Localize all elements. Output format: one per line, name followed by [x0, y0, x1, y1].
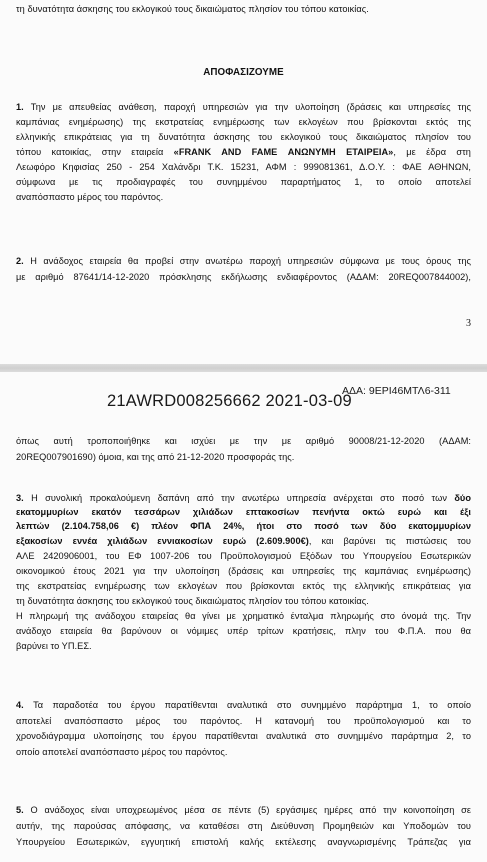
continuation-line: 20REQ007901690) όμοια, και της από 21-12-2020 προσφοράς της. — [16, 452, 295, 462]
paragraph-3-line — [16, 493, 471, 504]
paragraph-3-line: ΑΛΕ 2420906001, του ΕΦ 1007-206 του Προϋπολογισμού Εξόδων του Υπουργείου Εσωτερικών — [16, 551, 471, 561]
text: Την με απευθείας ανάθεση, παροχή υπηρεσιών για την υλοποίηση (δράσεις και υπηρεσίες της — [30, 102, 471, 112]
text: Η συνολική προκαλούμενη δαπάνη από την ανωτέρω υπηρεσία ανέρχεται στο ποσό των — [31, 493, 455, 503]
paragraph-4-line — [16, 700, 471, 711]
paragraph-4-line: χρονοδιάγραμμα υλοποίησης του έργου παρατίθενται αναλυτικά στο συνημμένο παράρτημα 2, το — [16, 731, 471, 741]
paragraph-number: 5. — [16, 805, 24, 815]
paragraph-number: 1. — [16, 102, 24, 112]
document-code-date: 21AWRD008256662 2021-03-09 — [107, 392, 352, 410]
paragraph-1-line: καμπάνιας ενημέρωσης) της εκστρατείας ενημέρωσης των εκλογέων που βρίσκονται εκτός της — [16, 117, 471, 127]
paragraph-3-line: εκατομμυρίων εκατόν τεσσάρων χιλιάδων επτακοσίων πενήντα οκτώ ευρώ και έξι — [16, 507, 471, 517]
paragraph-2-line — [16, 256, 471, 267]
paragraph-1-line — [16, 147, 471, 158]
paragraph-number: 2. — [16, 256, 24, 266]
paragraph-5-line: Υπουργείου Εσωτερικών, εγγυητική επιστολή καλής εκτέλεσης αναγνωρισμένης Τράπεζας για — [16, 837, 471, 847]
paragraph-3-line: της εκστρατείας ενημέρωσης των εκλογέων που βρίσκονται εκτός της ελληνικής επικράτειας για — [16, 581, 471, 591]
paragraph-3-line: ανάδοχο εταιρεία θα βαρύνουν οι νόμιμες υπέρ τρίτων κρατήσεις, πλην του Φ.Π.Α. που θα — [16, 626, 471, 636]
text: Η ανάδοχος εταιρεία θα προβεί στην ανωτέρω παροχή υπηρεσιών σύμφωνα με τους όρους της — [30, 256, 471, 266]
paragraph-5-line: αυτήν, της παρούσας απόφασης, να καταθέσει στη Διεύθυνση Προμηθειών και Υποδομών του — [16, 821, 471, 831]
paragraph-3-line: οικονομικού έτους 2021 για την υλοποίηση (δράσεις και υπηρεσίες της καμπάνιας ενημέρωσης) — [16, 566, 471, 576]
paragraph-number: 4. — [16, 700, 24, 710]
paragraph-3-line: Η πληρωμή της ανάδοχου εταιρείας θα γίνει με χρηματικό ένταλμα πληρωμής στο όνομά της. Την — [16, 611, 471, 621]
paragraph-number: 3. — [16, 493, 24, 503]
paragraph-3-line: τη δυνατότητα άσκησης του εκλογικού τους δικαιώματος πλησίον του τόπου κατοικίας. — [16, 596, 369, 606]
paragraph-1-line: ελληνικής επικράτειας για τη δυνατότητα άσκησης του εκλογικού τους δικαιώματος πλησίον του — [16, 132, 471, 142]
document-page-1 — [0, 0, 487, 364]
text: Ο ανάδοχος είναι υποχρεωμένος μέσα σε πέντε (5) εργάσιμες ημέρες από την κοινοποίηση σε — [30, 805, 471, 815]
text: τόπου κατοικίας, στην εταιρεία — [16, 147, 174, 157]
paragraph-3-line: βαρύνει το ΥΠ.ΕΣ. — [16, 641, 92, 651]
amount-text: εξακοσίων εννέα χιλιάδων εννιακοσίων ευρώ (2.609.900€) — [16, 536, 309, 546]
text: , και βαρύνει τις πιστώσεις του — [308, 536, 472, 546]
text-line: τη δυνατότητα άσκησης του εκλογικού τους δικαιώματος πλησίον του τόπου κατοικίας. — [16, 4, 369, 14]
paragraph-3-line — [16, 536, 471, 547]
amount-text: δύο — [454, 493, 471, 503]
decision-heading: ΑΠΟΦΑΣΙΖΟΥΜΕ — [203, 67, 284, 78]
paragraph-4-line: οποίο αποτελεί αναπόσπαστο μέρος του παρόντος. — [16, 747, 228, 757]
paragraph-1-line: αναπόσπαστο μέρος του παρόντος. — [16, 192, 164, 202]
amount-text: ήτοι στο ποσό των δύο εκατομμυρίων — [256, 521, 472, 531]
page-separator — [0, 364, 487, 372]
amount-text: λεπτών (2.104.758,06 €) πλέον ΦΠΑ 24%, — [16, 521, 257, 531]
paragraph-2-line: με αριθμό 87641/14-12-2020 πρόσκλησης εκδήλωσης ενδιαφέροντος (ΑΔΑΜ: 20REQ007844002), — [16, 272, 471, 282]
paragraph-1-line: σύμφωνα με τις προδιαγραφές του συνημμένου παραρτήματος 1, το οποίο αποτελεί — [16, 177, 471, 187]
paragraph-1-line: Λεωφόρο Κηφισίας 250 - 254 Χαλάνδρι Τ.Κ. 15231, ΑΦΜ : 999081361, Δ.Ο.Υ. : ΦΑΕ ΑΘΗΝΩΝ, — [16, 162, 471, 172]
text: , με έδρα στη — [393, 147, 471, 157]
paragraph-3-line — [16, 521, 471, 532]
paragraph-1-line — [16, 102, 471, 113]
page-number: 3 — [466, 318, 471, 329]
paragraph-5-line — [16, 805, 471, 816]
continuation-line: όπως αυτή τροποποιήθηκε και ισχύει με την με αριθμό 90008/21-12-2020 (ΑΔΑΜ: — [16, 436, 471, 446]
text: Τα παραδοτέα του έργου παρατίθενται αναλυτικά στο συνημμένο παράρτημα 1, το οποίο — [33, 700, 472, 710]
ada-code: ΑΔΑ: 9ΕΡΙ46ΜΤΛ6-311 — [342, 385, 451, 397]
document-page-2 — [0, 372, 487, 862]
company-name: «FRANK AND FAME ΑΝΩΝΥΜΗ ΕΤΑΙΡΕΙΑ» — [173, 147, 394, 157]
paragraph-4-line: αποτελεί αναπόσπαστο μέρος του παρόντος. Η κατανομή του προϋπολογισμού και το — [16, 716, 471, 726]
